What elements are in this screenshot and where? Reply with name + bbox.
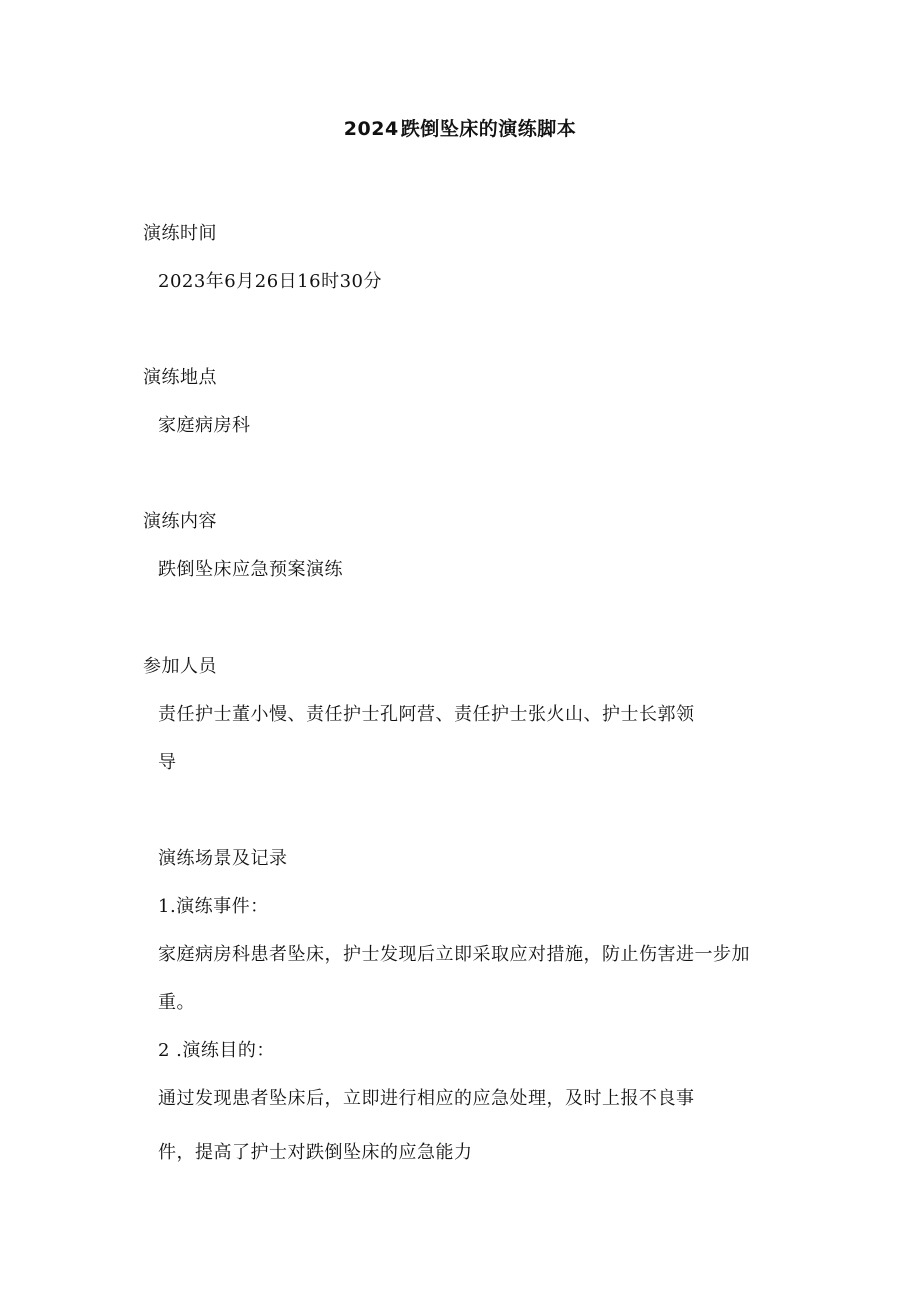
section-heading-content: 演练内容 bbox=[143, 511, 217, 532]
section-value-location: 家庭病房科 bbox=[158, 415, 251, 436]
scenario-item2-label: 2 .演练目的： bbox=[158, 1040, 275, 1061]
section-heading-participants: 参加人员 bbox=[143, 656, 217, 677]
section-value-participants-line1: 责任护士董小慢、责任护士孔阿营、责任护士张火山、护士长郭领 bbox=[158, 704, 695, 725]
section-value-content: 跌倒坠床应急预案演练 bbox=[158, 559, 343, 580]
scenario-heading: 演练场景及记录 bbox=[158, 848, 288, 869]
section-value-participants-line2: 导 bbox=[158, 752, 177, 773]
document-title bbox=[0, 117, 920, 141]
scenario-item2-line2: 件，提高了护士对跌倒坠床的应急能力 bbox=[158, 1142, 473, 1163]
section-heading-location: 演练地点 bbox=[143, 367, 217, 388]
scenario-item1-line1: 家庭病房科患者坠床，护士发现后立即采取应对措施，防止伤害进一步加 bbox=[158, 944, 750, 965]
section-value-time: 2023年6月26日16时30分 bbox=[158, 271, 382, 292]
title-year: 2024 bbox=[343, 118, 399, 140]
scenario-item2-line1: 通过发现患者坠床后，立即进行相应的应急处理，及时上报不良事 bbox=[158, 1088, 695, 1109]
scenario-item1-line2: 重。 bbox=[158, 992, 195, 1013]
section-heading-time: 演练时间 bbox=[143, 223, 217, 244]
scenario-item1-label: 1.演练事件： bbox=[158, 896, 269, 917]
title-text: 跌倒坠床的演练脚本 bbox=[400, 118, 577, 140]
